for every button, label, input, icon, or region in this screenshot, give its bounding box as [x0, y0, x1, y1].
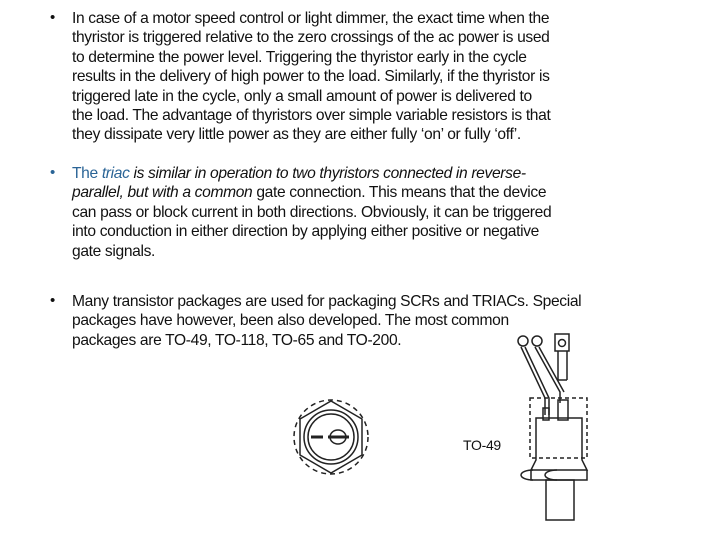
text-line: they dissipate very little power as they are either fully ‘on’ or fully ‘off’. — [72, 126, 521, 144]
text-normal: gate connection. This means that the device — [252, 184, 547, 202]
text-line: thyristor is triggered relative to the zero crossings of the ac power is used — [72, 29, 550, 47]
text-line: can pass or block current in both directions. Obviously, it can be triggered — [72, 203, 552, 221]
figure-caption: TO-49 — [463, 437, 501, 453]
text-line: Many transistor packages are used for packaging SCRs and TRIACs. Special — [72, 293, 582, 310]
text-line: into conduction in either direction by applying either positive or negative — [72, 223, 539, 241]
text-line: the load. The advantage of thyristors over simple variable resistors is that — [72, 107, 551, 124]
bullet-marker: • — [50, 9, 56, 26]
text-italic: is similar in operation to two thyristors connected in reverse- — [129, 165, 526, 182]
side-view-package-icon — [518, 334, 587, 520]
text-line: packages have however, been also developed. The most common — [72, 312, 509, 330]
text-line: packages are TO-49, TO-118, TO-65 and TO-200. — [72, 331, 402, 349]
text-italic: parallel, but with a common — [72, 184, 253, 202]
text-line: In case of a motor speed control or light dimmer, the exact time when the — [72, 10, 550, 27]
bullet-marker: • — [50, 164, 56, 181]
text-line: gate signals. — [72, 242, 156, 260]
top-view-hex-icon — [294, 400, 368, 474]
text-line: triggered late in the cycle, only a small amount of power is delivered to — [72, 87, 532, 105]
term-triac: triac — [101, 165, 130, 182]
text-line: results in the delivery of high power to the load. Similarly, if the thyristor is — [72, 68, 550, 86]
text-line: to determine the power level. Triggering the thyristor early in the cycle — [72, 48, 527, 66]
text-the: The — [72, 165, 102, 182]
bullet-marker: • — [50, 292, 56, 309]
